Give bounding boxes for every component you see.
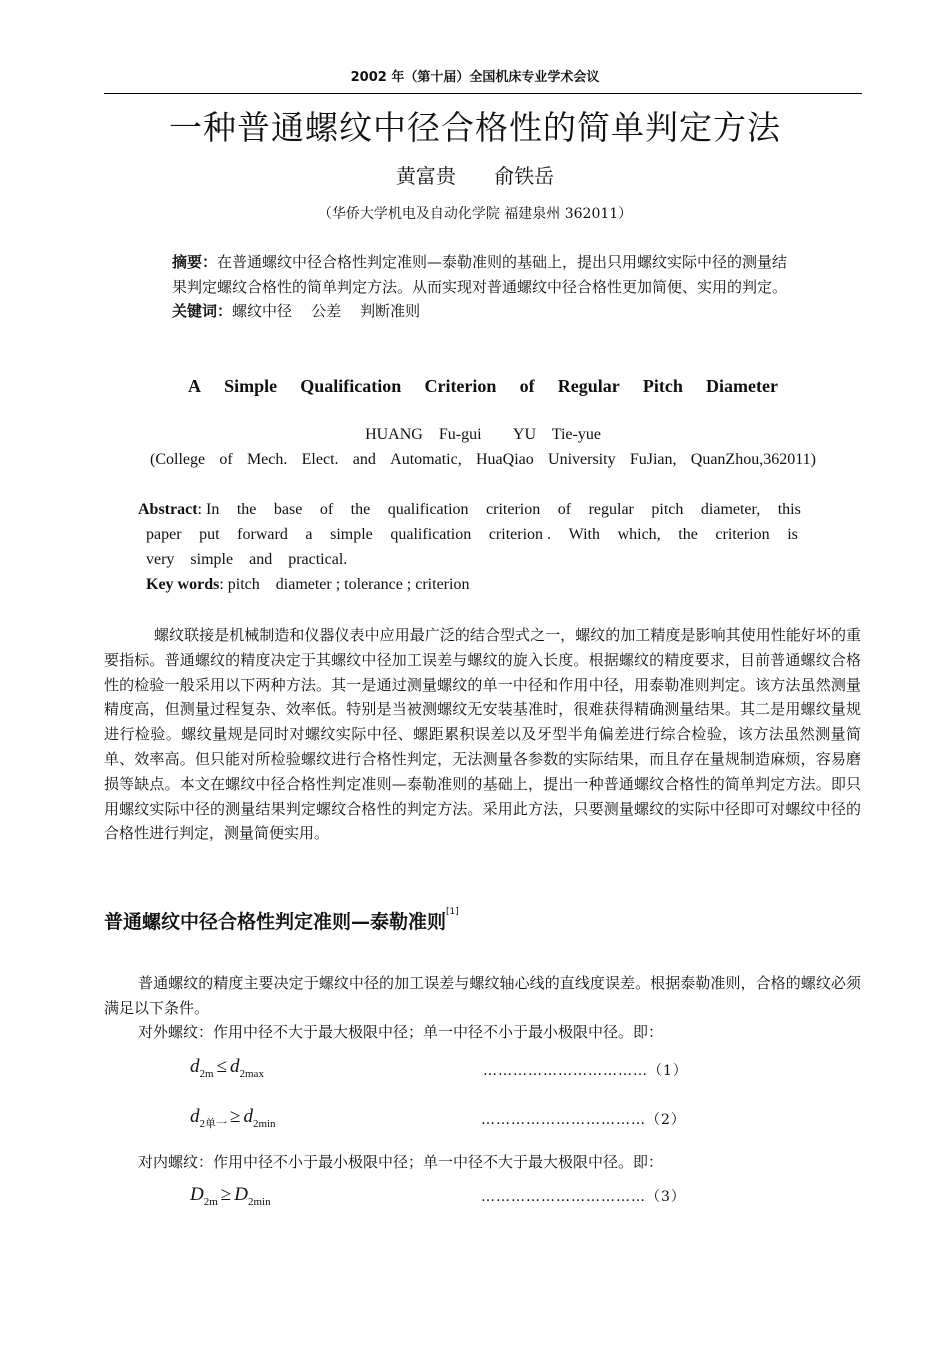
- english-abstract-word: criterion: [486, 501, 541, 518]
- formula-1-lhs: d: [190, 1056, 200, 1077]
- english-title-word: of: [519, 376, 535, 396]
- english-abstract2-word: criterion: [715, 526, 770, 543]
- section-heading-text: 普通螺纹中径合格性判定准则—泰勒准则: [104, 911, 447, 933]
- english-abstract-word: base: [273, 501, 303, 518]
- english-affiliation-word: Mech.: [246, 451, 288, 468]
- english-abstract-word: diameter,: [700, 501, 761, 518]
- english-abstract-word: qualification: [387, 501, 469, 518]
- formula-2-leader: [481, 1109, 686, 1129]
- english-affiliation-word: University: [548, 451, 616, 468]
- english-abstract-word: the: [236, 501, 257, 518]
- english-abstract-word: regular: [588, 501, 634, 518]
- english-abstract2-word: paper: [146, 526, 182, 543]
- section-paragraph: 普通螺纹的精度主要决定于螺纹中径的加工误差与螺纹轴心线的直线度误差。根据泰勒准则，合格的螺纹必须满足以下条件。: [104, 974, 861, 1017]
- keywords-cn-label: 关键词：: [172, 302, 233, 320]
- english-title-word: Criterion: [424, 376, 497, 396]
- section-heading: [104, 907, 459, 934]
- english-keywords-label: Key words: [146, 576, 220, 593]
- intro-paragraph: 螺纹联接是机械制造和仪器仪表中应用最广泛的结合型式之一，螺纹的加工精度是影响其使用性能好坏的重要指标。普通螺纹的精度决定于其螺纹中径加工误差与螺纹的旋入长度。根据螺纹的精度要求，目前普通螺纹合格性的检验一般采用以下两种方法。其一是通过测量螺纹的单一中径和作用中径，用泰勒准则判定。该方法虽然测量精度高，但测量过程复杂、效率低。特别是当被测螺纹无安装基准时，很难获得精确测量结果。其二是用螺纹量规进行检验。螺纹量规是同时对螺纹实际中径、螺距累积误差以及牙型半角偏差进行综合检验，该方法虽然测量简单、效率高。但只能对所检验螺纹进行合格性判定，无法测量各参数的实际结果，而且存在量规制造麻烦，容易磨损等缺点。本文在螺纹中径合格性判定准则—泰勒准则的基础上，提出一种普通螺纹合格性的简单判定方法。即只用螺纹实际中径的测量结果判定螺纹合格性的判定方法。采用此方法，只要测量螺纹的实际中径即可对螺纹中径的合格性进行判定，测量简便实用。: [104, 626, 861, 843]
- abstract-cn-body: [172, 250, 797, 299]
- formula-1-rhs: d: [230, 1056, 240, 1077]
- english-affiliation-word: Elect.: [301, 451, 339, 468]
- keywords-cn: [172, 299, 797, 324]
- english-affiliation-word: HuaQiao: [475, 451, 534, 468]
- english-abstract2-word: forward: [237, 526, 288, 543]
- english-abstract: [138, 501, 801, 519]
- english-affiliation-word: (College: [150, 451, 206, 468]
- header-rule: [104, 93, 862, 94]
- formula-2-lhs-sub: 2单一: [199, 1117, 227, 1130]
- english-abstract2-word: put: [199, 526, 220, 543]
- english-abstract2-word: which,: [617, 526, 661, 543]
- english-affiliation-word: of: [219, 451, 233, 468]
- english-abstract-word: this: [777, 501, 801, 518]
- formula-1-number: （1）: [648, 1063, 688, 1079]
- english-abstract-label: Abstract: [138, 501, 198, 518]
- english-abstract-word: : In: [197, 501, 220, 518]
- formula-2-rhs-sub: 2min: [252, 1117, 276, 1130]
- english-authors: HUANG Fu-gui YU Tie-yue: [365, 426, 601, 443]
- english-affiliation-word: Automatic,: [390, 451, 462, 468]
- english-abstract2-word: the: [678, 526, 698, 543]
- english-abstract-word: of: [319, 501, 334, 518]
- english-abstract-word: pitch: [651, 501, 684, 518]
- english-affiliation-word: and: [352, 451, 376, 468]
- formula-3-number: （3）: [646, 1189, 686, 1205]
- formula-3-lhs: D: [190, 1184, 204, 1205]
- english-abstract-word: the: [350, 501, 371, 518]
- formula-2-rhs: d: [243, 1106, 253, 1127]
- english-affiliation: [150, 451, 816, 469]
- formula-2-dots: ……………………………: [481, 1112, 646, 1128]
- english-title-word: Diameter: [706, 376, 778, 396]
- internal-thread-text: 对内螺纹：作用中径不小于最小极限中径；单一中径不大于最大极限中径。即：: [138, 1153, 664, 1171]
- english-title-word: Pitch: [642, 376, 683, 396]
- keywords-cn-text: 螺纹中径 公差 判断准则: [232, 302, 421, 320]
- formula-3-leader: [481, 1186, 686, 1206]
- formula-2-relation: ≥: [230, 1106, 241, 1127]
- formula-3-relation: ≥: [220, 1184, 232, 1205]
- english-title-word: Qualification: [300, 376, 402, 396]
- abstract-cn: [172, 250, 797, 324]
- paper-title: 一种普通螺纹中径合格性的简单判定方法: [169, 108, 781, 147]
- formula-2-lhs: d: [190, 1106, 200, 1127]
- formula-1-leader: [483, 1060, 688, 1080]
- formula-1-dots: ……………………………: [483, 1063, 648, 1079]
- affiliation-cn: （华侨大学机电及自动化学院 福建泉州 362011）: [317, 206, 633, 222]
- english-title-word: Regular: [557, 376, 620, 396]
- english-abstract-cont: [146, 526, 798, 544]
- english-abstract-line1: [138, 501, 801, 519]
- english-title: [188, 376, 778, 397]
- conference-header: 2002 年（第十届）全国机床专业学术会议: [350, 70, 600, 85]
- english-title-word: A: [188, 376, 201, 396]
- formula-1-lhs-sub: 2m: [199, 1067, 214, 1080]
- formula-3-dots: ……………………………: [481, 1189, 646, 1205]
- english-abstract2-word: a: [305, 526, 313, 543]
- english-abstract2-word: With: [568, 526, 600, 543]
- english-abstract-line2: [146, 526, 798, 544]
- english-abstract2-word: criterion .: [488, 526, 552, 543]
- external-thread-text: 对外螺纹：作用中径不大于最大极限中径；单一中径不小于最小极限中径。即：: [138, 1023, 664, 1041]
- formula-3-rhs: D: [234, 1184, 248, 1205]
- english-abstract-word: of: [557, 501, 572, 518]
- english-keywords-text: : pitch diameter ; tolerance ; criterion: [219, 576, 470, 593]
- english-abstract2-word: simple: [330, 526, 373, 543]
- english-affiliation-word: FuJian,: [629, 451, 677, 468]
- formula-2-number: （2）: [646, 1112, 686, 1128]
- section-reference: [1]: [446, 907, 459, 917]
- abstract-cn-label: 摘要：: [172, 253, 218, 271]
- formula-1: [190, 1056, 264, 1080]
- english-keywords: [146, 576, 469, 594]
- authors-cn: 黄富贵 俞铁岳: [395, 164, 555, 188]
- english-title-word: Simple: [224, 376, 278, 396]
- formula-2: [190, 1106, 276, 1131]
- formula-1-relation: ≤: [216, 1056, 227, 1077]
- english-abstract-lead: [138, 501, 219, 519]
- formula-3-lhs-sub: 2m: [203, 1195, 218, 1208]
- english-abstract2-word: qualification: [390, 526, 472, 543]
- formula-3-rhs-sub: 2min: [247, 1195, 271, 1208]
- abstract-cn-text: 在普通螺纹中径合格性判定准则—泰勒准则的基础上，提出只用螺纹实际中径的测量结果判定螺纹合格性的简单判定方法。从而实现对普通螺纹中径合格性更加简便、实用的判定。: [172, 253, 788, 296]
- formula-1-rhs-sub: 2max: [239, 1067, 264, 1080]
- english-abstract-line3: very simple and practical.: [146, 551, 348, 568]
- english-abstract2-word: is: [787, 526, 798, 543]
- formula-3: [190, 1184, 271, 1208]
- english-affiliation-word: QuanZhou,362011): [690, 451, 816, 468]
